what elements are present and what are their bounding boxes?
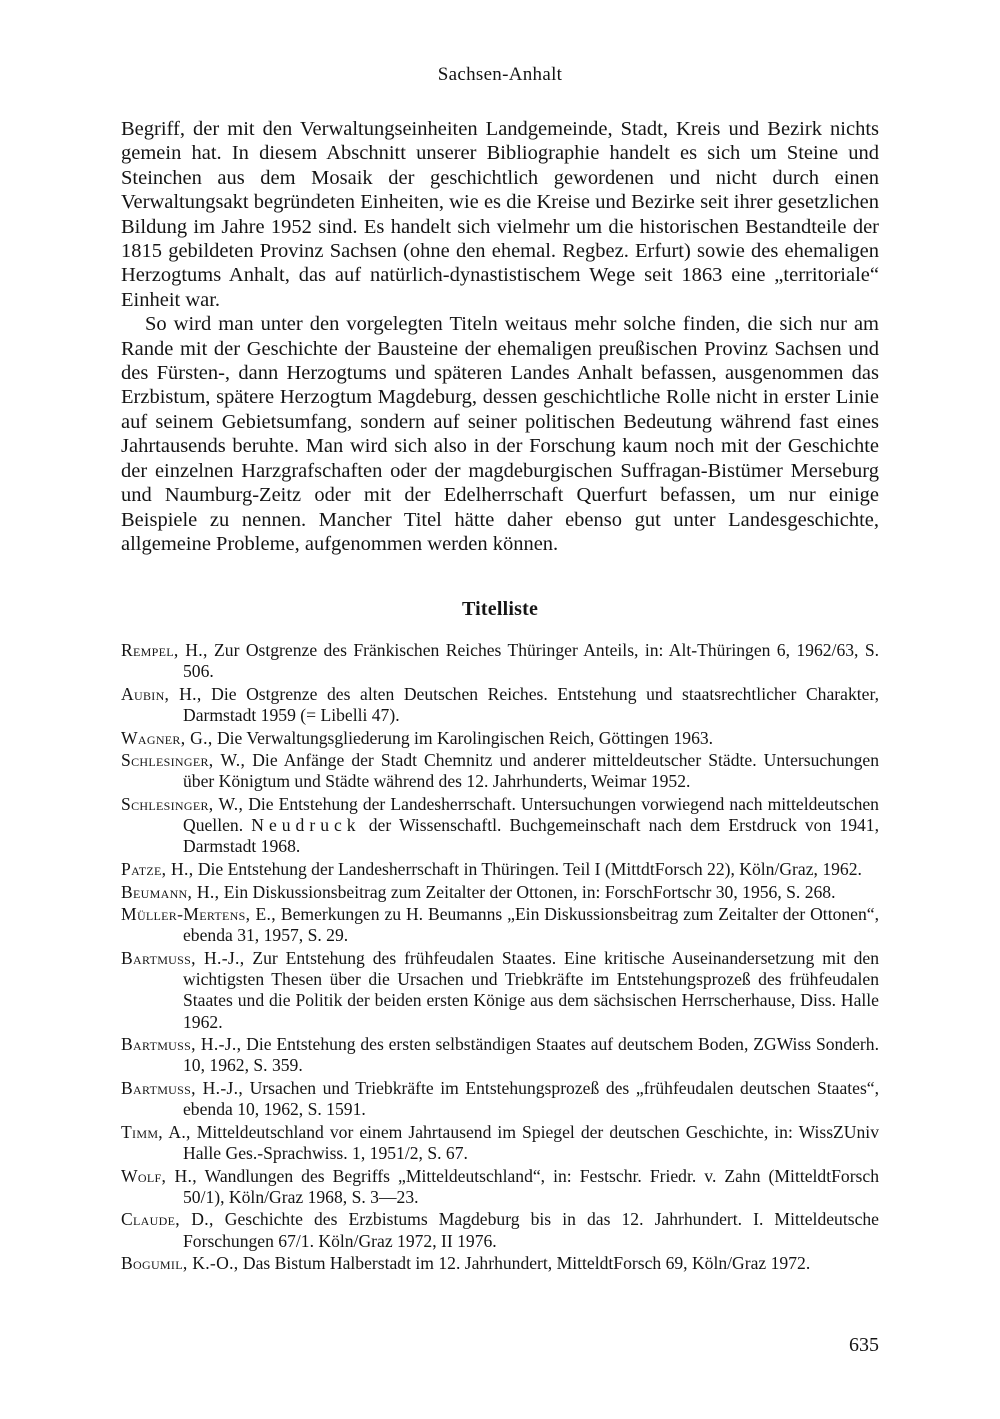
entry-author: Müller-Mertens, E.,: [121, 904, 276, 925]
bibliography-entry: [121, 1078, 879, 1120]
bibliography-entry: [121, 728, 879, 749]
entry-text: Wandlungen des Begriffs „Mitteldeutschland“, in: Festschr. Friedr. v. Zahn (MitteldtForsch 50/1), Köln/Graz 1968, S. 3—23.: [183, 1165, 880, 1207]
entry-text: Zur Entstehung des frühfeudalen Staates. Eine kritische Auseinandersetzung mit den wichtigsten Thesen über die Ursachen und Triebkräfte im Entstehungsprozeß des frühfeudalen Staates und die Politik der beiden ersten Könige aus dem sächsischen Herrscherhause, Diss. Halle 1962.: [183, 947, 880, 1032]
entry-text: Zur Ostgrenze des Fränkischen Reiches Thüringer Anteils, in: Alt-Thüringen 6, 1962/63, S. 506.: [183, 640, 879, 682]
entry-author: Claude, D.,: [121, 1209, 214, 1230]
running-header: Sachsen-Anhalt: [437, 64, 563, 85]
bibliography-list: [121, 640, 879, 1276]
intro-text: [121, 117, 879, 556]
bibliography-entry: [121, 904, 879, 946]
entry-text: Die Entstehung der Landesherrschaft. Untersuchungen vorwiegend nach mitteldeutschen Quellen.: [183, 793, 879, 836]
bibliography-entry: [121, 640, 879, 682]
entry-author: Bartmuss, H.-J.,: [121, 947, 245, 968]
entry-text: Ein Diskussionsbeitrag zum Zeitalter der Ottonen, in: ForschFortschr 30, 1956, S. 268.: [219, 881, 836, 902]
entry-author: Timm, A.,: [121, 1121, 191, 1142]
entry-text: Das Bistum Halberstadt im 12. Jahrhundert, MitteldtForsch 69, Köln/Graz 1972.: [238, 1253, 811, 1274]
entry-text: Bemerkungen zu H. Beumanns „Ein Diskussionsbeitrag zum Zeitalter der Ottonen“, ebenda 31, 1957, S. 29.: [183, 904, 879, 946]
entry-author: Aubin, H.,: [121, 683, 202, 704]
entry-author: Bogumil, K.-O.,: [121, 1253, 239, 1274]
bibliography-entry: [121, 750, 879, 792]
entry-text: Die Ostgrenze des alten Deutschen Reiches. Entstehung und staatsrechtlicher Charakter, Darmstadt 1959 (= Libelli 47).: [183, 683, 880, 725]
entry-author: Bartmuss, H.-J.,: [121, 1034, 242, 1055]
bibliography-entry: [121, 1122, 879, 1164]
entry-text: Die Anfänge der Stadt Chemnitz und anderer mitteldeutscher Städte. Untersuchungen über Königtum und Städte während des 12. Jahrhunderts, Weimar 1952.: [183, 750, 879, 792]
entry-text: Die Entstehung des ersten selbständigen Staates auf deutschem Boden, ZGWiss Sonderh. 10, 1962, S. 359.: [183, 1034, 879, 1076]
entry-text: Mitteldeutschland vor einem Jahrtausend im Spiegel der deutschen Geschichte, in: WissZUniv Halle Ges.-Sprachwiss. 1, 1951/2, S. 67.: [183, 1121, 879, 1163]
entry-text: Ursachen und Triebkräfte im Entstehungsprozeß des „frühfeudalen deutschen Staates“, ebenda 10, 1962, S. 1591.: [183, 1077, 879, 1120]
section-heading: Titelliste: [461, 598, 539, 620]
bibliography-entry: [121, 684, 879, 726]
intro-paragraph: So wird man unter den vorgelegten Titeln weitaus mehr solche finden, die sich nur am Rande mit der Geschichte der Bausteine der ehemaligen preußischen Provinz Sachsen und des Fürsten-, dann Herzogtums und späteren Landes Anhalt befassen, ausgenommen das Erzbistum, spätere Herzogtum Magdeburg, dessen geschichtliche Rolle nicht in erster Linie auf seinem Gebietsumfang, sondern auf seiner politischen Bedeutung während fast eines Jahrtausends beruhte. Man wird sich also in der Forschung kaum noch mit der Geschichte der einzelnen Harzgrafschaften oder der magdeburgischen Suffragan-Bistümer Merseburg und Naumburg-Zeitz oder mit der Edelherrschaft Querfurt befassen, um nur einige Beispiele zu nennen. Mancher Titel hätte daher ebenso gut unter Landesgeschichte, allgemeine Probleme, aufgenommen werden können.: [121, 313, 879, 555]
bibliography-entry: [121, 794, 879, 858]
entry-author: Wolf, H.,: [121, 1165, 197, 1186]
entry-author: Wagner, G.,: [121, 727, 213, 748]
entry-text: Die Entstehung der Landesherrschaft in Thüringen. Teil I (MittdtForsch 22), Köln/Graz, 1962.: [193, 858, 862, 879]
bibliography-entry: [121, 1166, 879, 1208]
bibliography-entry: [121, 1209, 879, 1251]
bibliography-entry: [121, 882, 879, 903]
entry-author: Beumann, H.,: [121, 881, 220, 902]
bibliography-entry: [121, 1253, 879, 1274]
entry-text: Geschichte des Erzbistums Magdeburg bis in das 12. Jahrhundert. I. Mitteldeutsche Forschungen 67/1. Köln/Graz 1972, II 1976.: [183, 1209, 879, 1251]
entry-text-continued: der Wissenschaftl. Buchgemeinschaft nach dem Erstdruck von 1941, Darmstadt 1968.: [183, 815, 879, 857]
entry-author: Bartmuss, H.-J.,: [121, 1077, 244, 1098]
intro-paragraph: Begriff, der mit den Verwaltungseinheiten Landgemeinde, Stadt, Kreis und Bezirk nichts gemein hat. In diesem Abschnitt unserer Bibliographie handelt es sich um Steine und Steinchen aus dem Mosaik der geschichtlich gewordenen und nicht durch einen Verwaltungsakt begründeten Einheiten, wie es die Kreise und Bezirke seit ihrer gesetzlichen Bildung im Jahre 1952 sind. Es handelt sich vielmehr um die historischen Bestandteile der 1815 gebildeten Provinz Sachsen (ohne den ehemal. Regbez. Erfurt) sowie des ehemaligen Herzogtums Anhalt, das auf natürlich-dynastistischem Wege seit 1863 eine „territoriale“ Einheit war.: [121, 118, 879, 311]
page-number: 635: [849, 1334, 879, 1356]
entry-author: Rempel, H.,: [121, 640, 208, 660]
bibliography-entry: [121, 1034, 879, 1076]
bibliography-entry: [121, 948, 879, 1033]
entry-text: Die Verwaltungsgliederung im Karolingischen Reich, Göttingen 1963.: [212, 727, 714, 748]
bibliography-entry: [121, 859, 879, 880]
entry-author: Schlesinger, W.,: [121, 793, 244, 814]
entry-author: Patze, H.,: [121, 858, 194, 879]
entry-author: Schlesinger, W.,: [121, 750, 246, 771]
entry-spaced-word: Neudruck: [251, 815, 361, 836]
